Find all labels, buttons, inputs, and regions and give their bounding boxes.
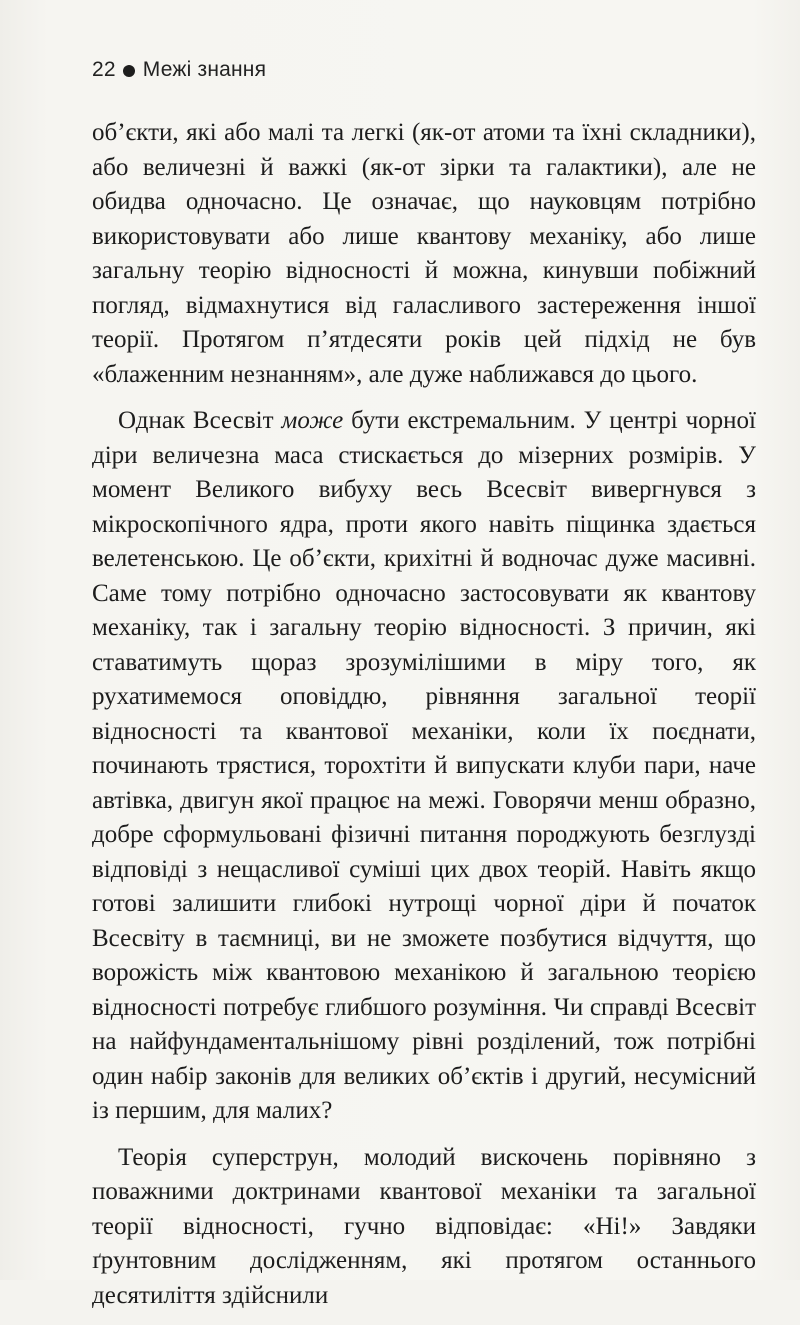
body-text (92, 116, 756, 1325)
chapter-title: Межі знання (142, 58, 267, 81)
paragraph-2-rest: бути екстремальним. У центрі чорної діри величезна маса стискається до мізерних розмірів. У момент Великого вибуху весь Всесвіт вивергнувся з мікроскопічного ядра, проти якого навіть піщинка здається велетенською. Це об’єкти, крихітні й водночас дуже масивні. Саме тому потрібно одночасно застосовувати як квантову механіку, так і загальну теорію відносності. З причин, які ставатимуть щораз зрозумілішими в міру того, як рухатимемося оповіддю, рівняння загальної теорії відносності та квантової механіки, коли їх поєднати, починають трястися, торохтіти й випускати клуби пари, наче автівка, двигун якої працює на межі. Говорячи менш образно, добре сформульовані фізичні питання породжують безглузді відповіді з нещасливої суміші цих двох теорій. Навіть якщо готові залишити глибокі нутрощі чорної діри й початок Всесвіту в таємниці, ви не зможете позбутися відчуття, що ворожість між квантовою механікою й загальною теорією відносності потребує глибшого розуміння. Чи справді Всесвіт на найфундаментальнішому рівні розділений, тож потрібні один набір законів для великих об’єктів і другий, несумісний із першим, для малих? (92, 407, 756, 1124)
bullet-icon (123, 65, 135, 77)
running-header (92, 58, 266, 82)
page-number: 22 (92, 58, 116, 81)
paragraph-2-start: Однак Всесвіт (118, 407, 282, 434)
emphasis-word: може (281, 407, 344, 434)
paragraph-1: об’єкти, які або малі та легкі (як-от атоми та їхні складники), або величезні й важкі (як-от зірки та галактики), але не обидва одночасно. Це означає, що науковцям потрібно використовувати або лише квантову механіку, або лише загальну теорію відносності й можна, кинувши побіжний погляд, відмахнутися від галасливого застереження іншої теорії. Протягом п’ятдесяти років цей підхід не був «блаженним незнанням», але дуже наближався до цього. (92, 119, 756, 388)
paragraph-3: Теорія суперструн, молодий вискочень порівняно з поважними доктринами квантової механіки та загальної теорії відносності, гучно відповідає: «Ні!» Завдяки ґрунтовним дослідженням, які протягом останнього десятиліття здійснили (92, 1143, 756, 1309)
paragraph-2 (92, 404, 756, 1129)
